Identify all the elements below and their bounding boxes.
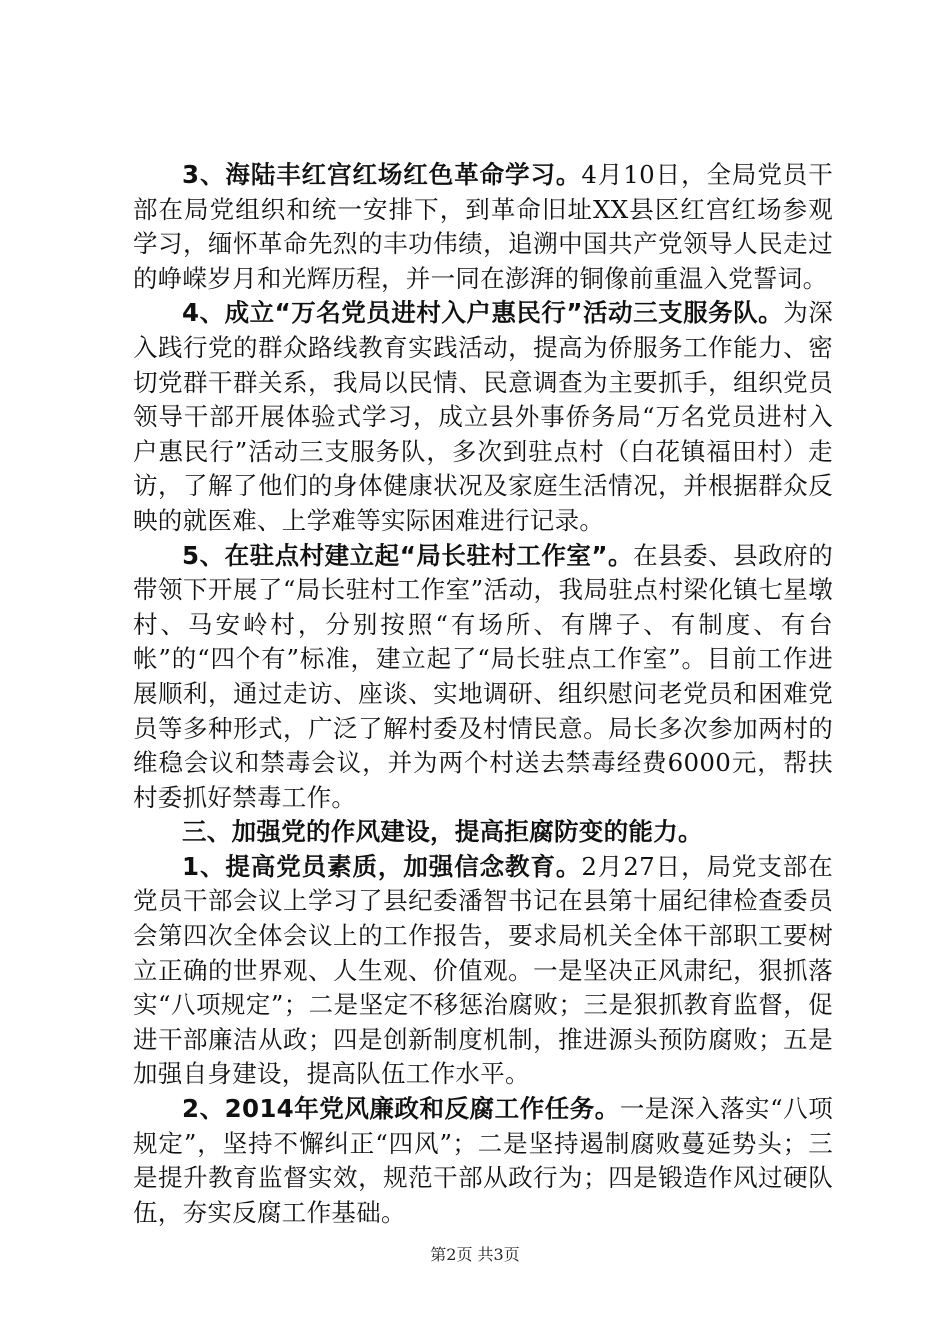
paragraph-text: 为深入践行党的群众路线教育实践活动，提高为侨服务工作能力、密切党群干群关系，我局以民情、民意调查为主要抓手，组织党员领导干部开展体验式学习，成立县外事侨务局“万名党员进村入户惠民行”活动三支服务队，多次到驻点村（白花镇福田村）走访，了解了他们的身体健康状况及家庭生活情况，并根据群众反映的就医难、上学难等实际困难进行记录。 xyxy=(133,298,834,535)
page-number-footer: 第2页 共3页 xyxy=(430,1245,520,1264)
document-body xyxy=(133,158,833,1230)
paragraph-item-5 xyxy=(133,539,833,816)
paragraph-lead: 2、2014年党风廉政和反腐工作任务。 xyxy=(182,1094,620,1124)
paragraph-item-4 xyxy=(133,296,833,538)
section-paragraph-1 xyxy=(133,850,833,1092)
paragraph-lead: 4、成立“万名党员进村入户惠民行”活动三支服务队。 xyxy=(182,298,784,328)
paragraph-lead: 5、在驻点村建立起“局长驻村工作室”。 xyxy=(182,540,634,570)
section-paragraph-2 xyxy=(133,1092,833,1230)
paragraph-text: 2月27日，局党支部在党员干部会议上学习了县纪委潘智书记在县第十届纪律检查委员会第四次全体会议上的工作报告，要求局机关全体干部职工要树立正确的世界观、人生观、价值观。一是坚决正风肃纪，狠抓落实“八项规定”；二是坚定不移惩治腐败；三是狠抓教育监督，促进干部廉洁从政；四是创新制度机制，推进源头预防腐败；五是加强自身建设，提高队伍工作水平。 xyxy=(133,851,833,1089)
paragraph-text: 一是深入落实“八项规定”，坚持不懈纠正“四风”；二是坚持遏制腐败蔓延势头；三是提升教育监督实效，规范干部从政行为；四是锻造作风过硬队伍，夯实反腐工作基础。 xyxy=(133,1094,833,1227)
paragraph-text: 4月10日，全局党员干部在局党组织和统一安排下，到革命旧址XX县区红宫红场参观学习，缅怀革命先烈的丰功伟绩，追溯中国共产党领导人民走过的峥嵘岁月和光辉历程，并一同在澎湃的铜像前重温入党誓词。 xyxy=(133,160,833,293)
paragraph-item-3 xyxy=(133,158,833,296)
section-heading: 三、加强党的作风建设，提高拒腐防变的能力。 xyxy=(182,817,703,847)
paragraph-lead: 1、提高党员素质，加强信念教育。 xyxy=(182,851,582,881)
paragraph-lead: 3、海陆丰红宫红场红色革命学习。 xyxy=(182,160,582,189)
paragraph-text: 在县委、县政府的带领下开展了“局长驻村工作室”活动，我局驻点村梁化镇七星墩村、马安岭村，分别按照“有场所、有牌子、有制度、有台帐”的“四个有”标准，建立起了“局长驻点工作室”。目前工作进展顺利，通过走访、座谈、实地调研、组织慰问老党员和困难党员等多种形式，广泛了解村委及村情民意。局长多次参加两村的维稳会议和禁毒会议，并为两个村送去禁毒经费6000元，帮扶村委抓好禁毒工作。 xyxy=(133,540,833,812)
